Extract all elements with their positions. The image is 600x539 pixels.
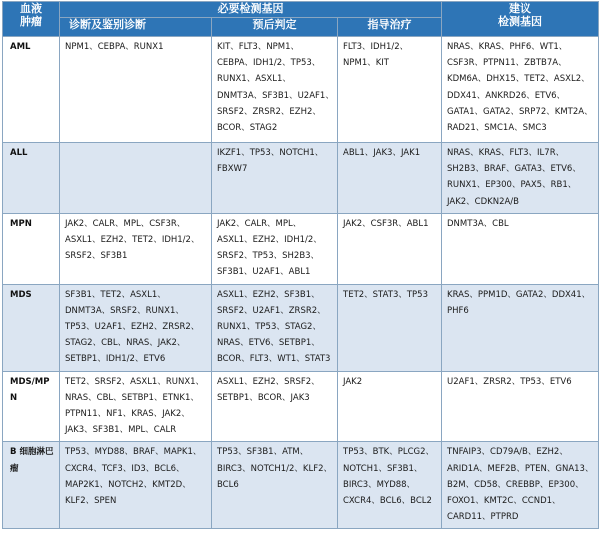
recommended-genes: NRAS、KRAS、FLT3、IL7R、SH2B3、BRAF、GATA3、ETV6、RUNX1、EP300、PAX5、RB1、JAK2、CDKN2A/B: [442, 143, 599, 214]
header-prognosis: 预后判定: [212, 18, 338, 37]
table-row-b-cell-lymphoma: [3, 442, 599, 529]
header-treatment: 指导治疗: [338, 18, 442, 37]
header-diagnosis: 诊断及鉴别诊断: [60, 18, 212, 37]
disease-name: B 细胞淋巴瘤: [3, 442, 60, 529]
gene-testing-table: [2, 1, 599, 529]
recommended-genes: U2AF1、ZRSR2、TP53、ETV6: [442, 371, 599, 442]
prognosis-genes: JAK2、CALR、MPL、ASXL1、EZH2、IDH1/2、SRSF2、TP53、SH2B3、SF3B1、U2AF1、ABL1: [212, 213, 338, 284]
diagnosis-genes: NPM1、CEBPA、RUNX1: [60, 37, 212, 143]
header-required-group: 必要检测基因: [60, 2, 442, 18]
header-disease-bottom: 肿瘤: [20, 15, 42, 28]
treatment-genes: JAK2: [338, 371, 442, 442]
disease-name: MDS: [3, 284, 60, 371]
prognosis-genes: ASXL1、EZH2、SRSF2、SETBP1、BCOR、JAK3: [212, 371, 338, 442]
diagnosis-genes: TP53、MYD88、BRAF、MAPK1、CXCR4、TCF3、ID3、BCL6、MAP2K1、NOTCH2、KMT2D、KLF2、SPEN: [60, 442, 212, 529]
recommended-genes: DNMT3A、CBL: [442, 213, 599, 284]
header-recommended-cell: [442, 2, 599, 37]
table-row-mpn: [3, 213, 599, 284]
treatment-genes: FLT3、IDH1/2、NPM1、KIT: [338, 37, 442, 143]
header-recommended-top: 建议: [509, 2, 532, 15]
diagnosis-genes: JAK2、CALR、MPL、CSF3R、ASXL1、EZH2、TET2、IDH1/2、SRSF2、SF3B1: [60, 213, 212, 284]
header-recommended-bottom: 检测基因: [498, 15, 543, 28]
recommended-genes: KRAS、PPM1D、GATA2、DDX41、PHF6: [442, 284, 599, 371]
prognosis-genes: KIT、FLT3、NPM1、CEBPA、IDH1/2、TP53、RUNX1、ASXL1、DNMT3A、SF3B1、U2AF1、SRSF2、ZRSR2、EZH2、BCOR、STAG2: [212, 37, 338, 143]
disease-name: MDS/MPN: [3, 371, 60, 442]
prognosis-genes: IKZF1、TP53、NOTCH1、FBXW7: [212, 143, 338, 214]
diagnosis-genes: SF3B1、TET2、ASXL1、DNMT3A、SRSF2、RUNX1、TP53、U2AF1、EZH2、ZRSR2、STAG2、CBL、NRAS、JAK2、SETBP1、IDH1/2、ETV6: [60, 284, 212, 371]
header-row-1: [3, 2, 599, 18]
diagnosis-genes: TET2、SRSF2、ASXL1、RUNX1、NRAS、CBL、SETBP1、ETNK1、PTPN11、NF1、KRAS、JAK2、JAK3、SF3B1、MPL、CALR: [60, 371, 212, 442]
recommended-genes: NRAS、KRAS、PHF6、WT1、CSF3R、PTPN11、ZBTB7A、KDM6A、DHX15、TET2、ASXL2、DDX41、ANKRD26、ETV6、GATA1、GATA2、SRP72、KMT2A、RAD21、SMC1A、SMC3: [442, 37, 599, 143]
table-row-mds-mpn: [3, 371, 599, 442]
header-disease-top: 血液: [20, 2, 42, 15]
recommended-genes: TNFAIP3、CD79A/B、EZH2、ARID1A、MEF2B、PTEN、GNA13、B2M、CD58、CREBBP、EP300、FOXO1、KMT2C、CCND1、CARD11、PTPRD: [442, 442, 599, 529]
disease-name: MPN: [3, 213, 60, 284]
diagnosis-genes: [60, 143, 212, 214]
disease-name: ALL: [3, 143, 60, 214]
treatment-genes: ABL1、JAK3、JAK1: [338, 143, 442, 214]
table-row-all: [3, 143, 599, 214]
header-disease-cell: [3, 2, 60, 37]
table-row-aml: [3, 37, 599, 143]
prognosis-genes: TP53、SF3B1、ATM、BIRC3、NOTCH1/2、KLF2、BCL6: [212, 442, 338, 529]
prognosis-genes: ASXL1、EZH2、SF3B1、SRSF2、U2AF1、ZRSR2、RUNX1、TP53、STAG2、NRAS、ETV6、SETBP1、BCOR、FLT3、WT1、STAT3: [212, 284, 338, 371]
treatment-genes: TP53、BTK、PLCG2、NOTCH1、SF3B1、BIRC3、MYD88、CXCR4、BCL6、BCL2: [338, 442, 442, 529]
treatment-genes: JAK2、CSF3R、ABL1: [338, 213, 442, 284]
table-row-mds: [3, 284, 599, 371]
treatment-genes: TET2、STAT3、TP53: [338, 284, 442, 371]
disease-name: AML: [3, 37, 60, 143]
